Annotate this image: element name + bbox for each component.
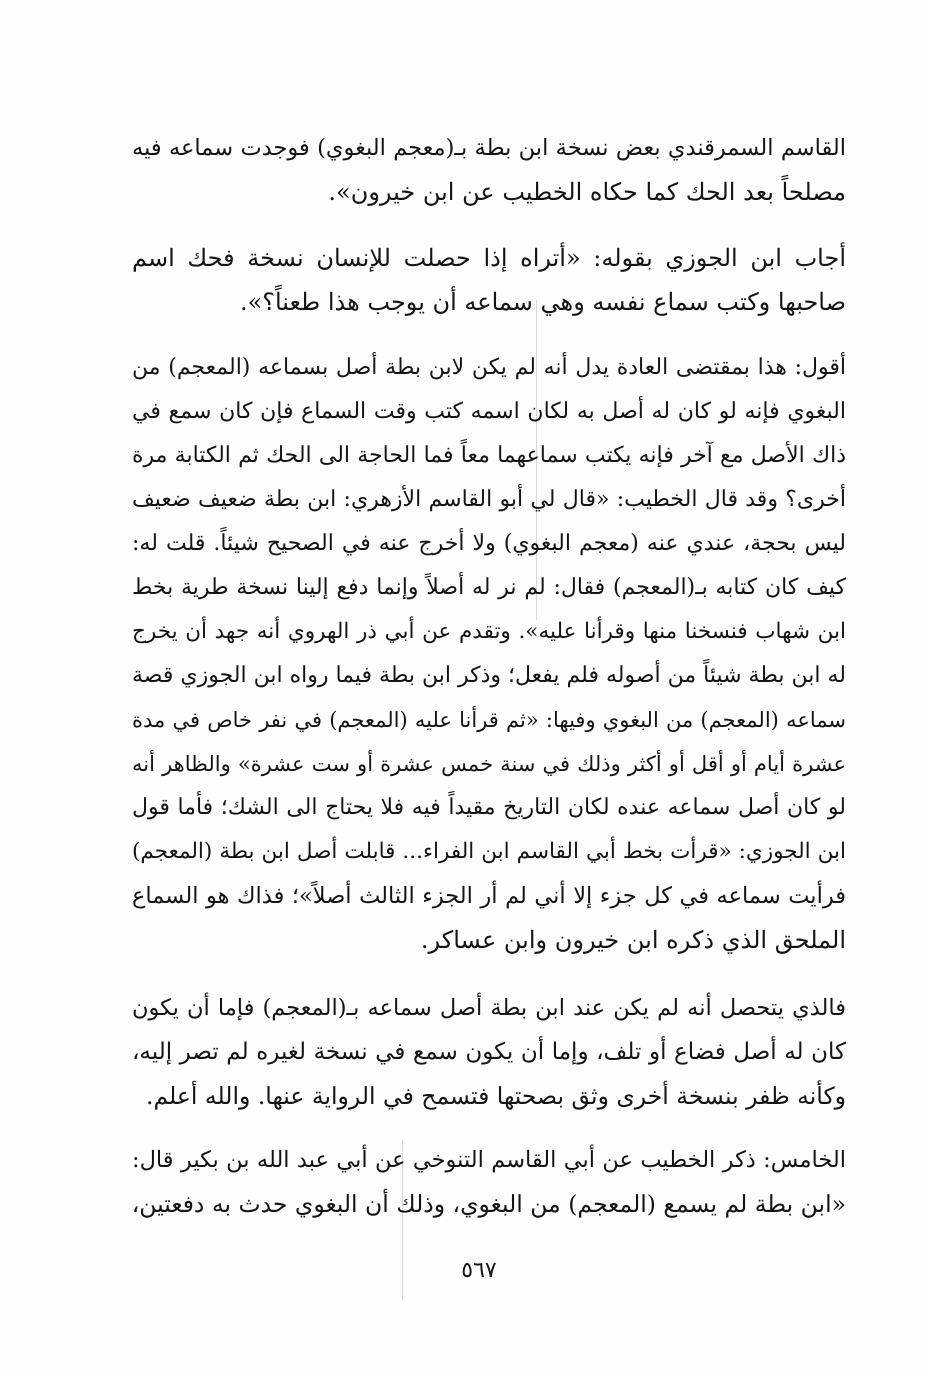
text-line: عشرة أيام أو أقل أو أكثر وذلك في سنة خمس عشرة أو ست عشرة» والظاهر أنه [132, 752, 846, 776]
text-line: كان له أصل فضاع أو تلف، وإما أن يكون سمع في نسخة لغيره لم تصر إليه، [132, 1039, 846, 1065]
text-line: فرأيت سماعه في كل جزء إلا أني لم أر الجزء الثالث أصلاً»؛ فذاك هو السماع [132, 883, 846, 909]
text-line: «ابن بطة لم يسمع (المعجم) من البغوي، وذلك أن البغوي حدث به دفعتين، [132, 1190, 846, 1218]
text-line: القاسم السمرقندي بعض نسخة ابن بطة بـ(معجم البغوي) فوجدت سماعه فيه [132, 135, 846, 161]
page-number: ٥٦٧ [461, 1258, 497, 1283]
text-line: فالذي يتحصل أنه لم يكن عند ابن بطة أصل سماعه بـ(المعجم) فإما أن يكون [132, 995, 846, 1021]
paragraph-3 [132, 346, 846, 962]
paragraph-4 [132, 986, 846, 1118]
text-line: سماعه (المعجم) من البغوي وفيها: «ثم قرأنا عليه (المعجم) في نفر خاص في مدة [132, 708, 846, 732]
text-line: ليس بحجة، عندي عنه (معجم البغوي) ولا أخرج عنه في الصحيح شيئاً. قلت له: [132, 531, 846, 556]
text-line: ذاك الأصل مع آخر فإنه يكتب سماعهما معاً فما الحاجة الى الحك ثم الكتابة مرة [132, 443, 846, 468]
text-line: لو كان أصل سماعه عنده لكان التاريخ مقيداً فيه فلا يحتاج الى الشك؛ فأما قول [132, 795, 846, 820]
text-line: مصلحاً بعد الحك كما حكاه الخطيب عن ابن خيرون». [328, 178, 846, 206]
paragraph-1 [132, 126, 846, 214]
text-line: كيف كان كتابه بـ(المعجم) فقال: لم نر له أصلاً وإنما دفع إلينا نسخة طرية بخط [132, 575, 846, 600]
text-line: أقول: هذا بمقتضى العادة يدل أنه لم يكن لابن بطة أصل بسماعه (المعجم) من [132, 355, 846, 380]
text-line: ابن شهاب فنسخنا منها وقرأنا عليه». وتقدم عن أبي ذر الهروي أنه جهد أن يخرج [132, 619, 846, 644]
text-line: الخامس: ذكر الخطيب عن أبي القاسم التنوخي عن أبي عبد الله بن بكير قال: [132, 1147, 846, 1173]
text-line: الملحق الذي ذكره ابن خيرون وابن عساكر. [420, 926, 846, 954]
text-line: وكأنه ظفر بنسخة أخرى وثق بصحتها فتسمح في الرواية عنها. والله أعلم. [146, 1082, 846, 1110]
paragraph-5 [132, 1138, 846, 1226]
paragraph-2 [132, 236, 846, 324]
text-line: البغوي فإنه لو كان له أصل به لكان اسمه كتب وقت السماع فإن كان سمع في [132, 399, 846, 424]
text-line: أجاب ابن الجوزي بقوله: «أتراه إذا حصلت للإنسان نسخة فحك اسم [132, 244, 846, 272]
text-line: صاحبها وكتب سماع نفسه وهي سماعه أن يوجب هذا طعناً؟». [239, 288, 846, 316]
text-line: ابن الجوزي: «قرأت بخط أبي القاسم ابن الفراء... قابلت أصل ابن بطة (المعجم) [132, 839, 846, 864]
text-line: أخرى؟ وقد قال الخطيب: «قال لي أبو القاسم الأزهري: ابن بطة ضعيف ضعيف [132, 487, 846, 512]
text-line: له ابن بطة شيئاً من أصوله فلم يفعل؛ وذكر ابن بطة فيما رواه ابن الجوزي قصة [132, 663, 846, 688]
